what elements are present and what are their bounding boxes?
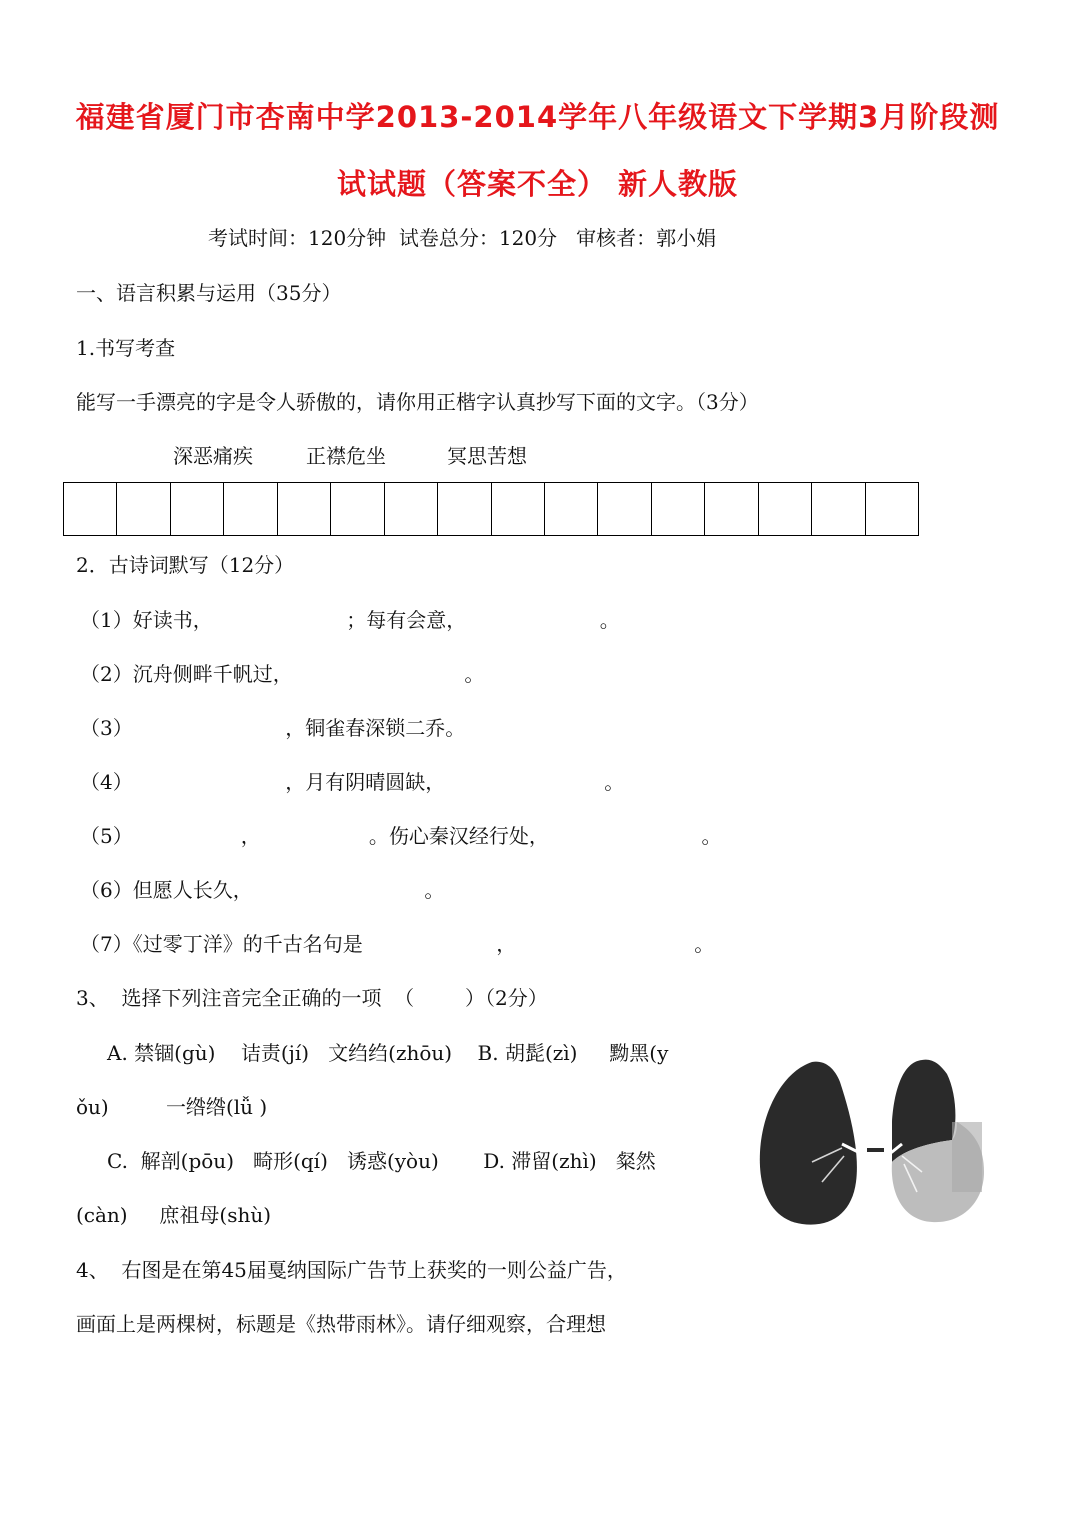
q2-item-2: （2）沉舟侧畔千帆过， 。	[80, 662, 485, 686]
section-heading: 一、语言积累与运用（35分）	[76, 281, 342, 305]
grid-cell[interactable]	[385, 482, 438, 536]
grid-cell[interactable]	[492, 482, 545, 536]
q4-line-2: 画面上是两棵树，标题是《热带雨林》。请仔细观察，合理想	[76, 1312, 606, 1336]
grid-cell[interactable]	[278, 482, 331, 536]
q1-word-2: 正襟危坐	[306, 444, 386, 468]
exam-info: 考试时间：120分钟 试卷总分：120分 审核者：郭小娟	[208, 226, 717, 250]
grid-cell[interactable]	[598, 482, 651, 536]
q4-line-1: 4、 右图是在第45届戛纳国际广告节上获奖的一则公益广告，	[76, 1258, 627, 1282]
grid-cell[interactable]	[759, 482, 812, 536]
grid-cell[interactable]	[224, 482, 277, 536]
q2-item-6: （6）但愿人长久， 。	[80, 878, 445, 902]
q2-item-1: （1）好读书， ；每有会意， 。	[80, 608, 620, 632]
q3-option-line-2: ǒu) 一绺绺(lǚ )	[76, 1095, 268, 1119]
grid-cell[interactable]	[705, 482, 758, 536]
grid-cell[interactable]	[64, 482, 117, 536]
q3-option-line-4: (càn) 庶祖母(shù)	[76, 1203, 272, 1227]
document-title-line2: 试试题（答案不全） 新人教版	[336, 167, 739, 201]
q1-title: 1.书写考查	[76, 336, 176, 360]
grid-cell[interactable]	[331, 482, 384, 536]
q3-option-line-1: A. 禁锢(gù) 诘责(jí) 文绉绉(zhōu) B. 胡髭(zì) 黝黑(y	[107, 1041, 669, 1065]
lungs-trees-ad-image	[752, 1052, 988, 1232]
document-title-line1: 福建省厦门市杏南中学2013-2014学年八年级语文下学期3月阶段测	[75, 100, 1000, 134]
q1-word-3: 冥思苦想	[447, 444, 527, 468]
q2-item-7: （7）《过零丁洋》的千古名句是 ， 。	[80, 932, 715, 956]
grid-cell[interactable]	[812, 482, 865, 536]
q2-item-3: （3） ，铜雀春深锁二乔。	[80, 716, 466, 740]
grid-cell[interactable]	[652, 482, 705, 536]
grid-cell[interactable]	[117, 482, 170, 536]
q1-instruction: 能写一手漂亮的字是令人骄傲的，请你用正楷字认真抄写下面的文字。（3分）	[76, 390, 759, 414]
grid-cell[interactable]	[866, 482, 919, 536]
q1-word-1: 深恶痛疾	[173, 444, 253, 468]
q2-item-4: （4） ，月有阴晴圆缺， 。	[80, 770, 625, 794]
grid-cell[interactable]	[438, 482, 491, 536]
writing-grid	[63, 482, 919, 536]
q3-title: 3、 选择下列注音完全正确的一项 （ ）（2分）	[76, 986, 548, 1010]
grid-cell[interactable]	[171, 482, 224, 536]
q2-item-5: （5） ， 。伤心秦汉经行处， 。	[80, 824, 722, 848]
grid-cell[interactable]	[545, 482, 598, 536]
q2-title: 2．古诗词默写（12分）	[76, 553, 295, 577]
q3-option-line-3: C. 解剖(pōu) 畸形(qí) 诱惑(yòu) D. 滞留(zhì) 粲然	[107, 1149, 656, 1173]
